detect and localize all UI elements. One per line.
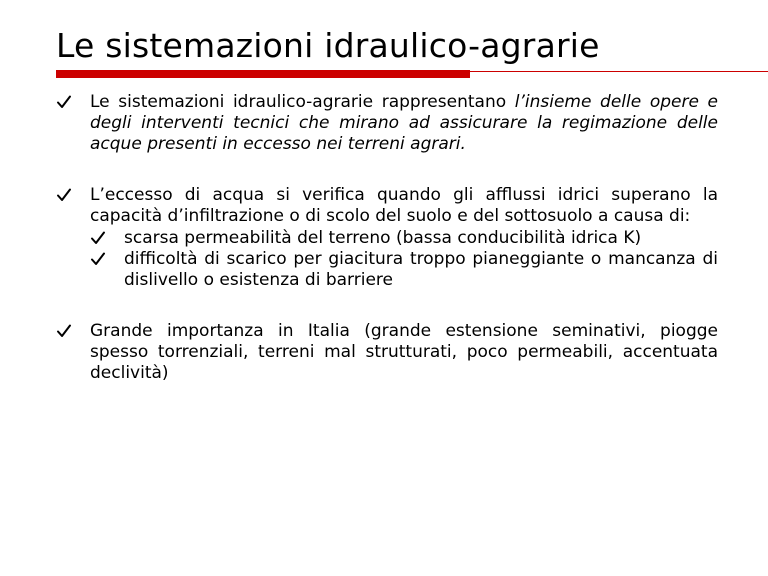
bullet-text-italic: l’insieme delle opere e degli interventi tecnici che mirano ad assicurare la regimazione delle acque presenti in eccesso nei terreni agrari.: [90, 92, 718, 154]
checkmark-icon: [56, 323, 72, 339]
bullet-text: [90, 92, 718, 155]
checkmark-icon: [90, 251, 106, 267]
checkmark-icon: [56, 94, 72, 110]
sub-bullet-list: [90, 228, 718, 291]
bullet-item-definition: [56, 92, 718, 155]
slide-title: Le sistemazioni idraulico-agrarie: [56, 26, 600, 65]
checkmark-icon: [90, 230, 106, 246]
slide-content: [56, 92, 718, 384]
bullet-text-plain: Le sistemazioni idraulico-agrarie rappresentano: [90, 92, 515, 112]
bullet-text: Grande importanza in Italia (grande estensione seminativi, piogge spesso torrenziali, terreni mal strutturati, poco permeabili, accentuata declività): [90, 321, 718, 383]
title-underline-accent: [56, 70, 470, 78]
sub-bullet-item: [90, 228, 718, 249]
sub-bullet-text: difficoltà di scarico per giacitura troppo pianeggiante o mancanza di dislivello o esistenza di barriere: [124, 249, 718, 290]
checkmark-icon: [56, 187, 72, 203]
title-underline-rule: [470, 71, 768, 72]
bullet-item-water-excess: [56, 185, 718, 291]
sub-bullet-text: scarsa permeabilità del terreno (bassa conducibilità idrica K): [124, 228, 642, 248]
sub-bullet-item: [90, 249, 718, 291]
bullet-item-importance-italy: [56, 321, 718, 384]
bullet-text: L’eccesso di acqua si verifica quando gli afflussi idrici superano la capacità d’infiltrazione o di scolo del suolo e del sottosuolo a causa di:: [90, 185, 718, 226]
